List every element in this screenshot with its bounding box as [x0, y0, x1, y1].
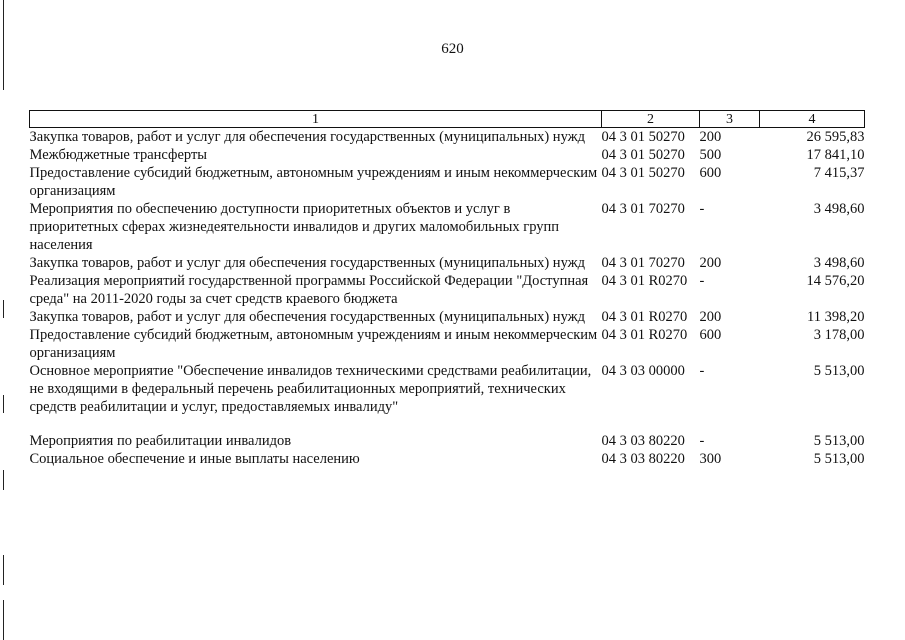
scan-margin-line — [3, 0, 4, 90]
table-row — [30, 128, 865, 147]
row-code: 04 3 01 70270 — [601, 201, 685, 217]
row-amount: 5 513,00 — [813, 451, 865, 467]
row-name: Предоставление субсидий бюджетным, автономным учреждениям и иным некоммерческим организациям — [29, 165, 598, 199]
table-row — [30, 254, 865, 272]
row-type: 200 — [699, 129, 722, 145]
row-name: Реализация мероприятий государственной программы Российской Федерации "Доступная среда" на 2011-2020 годы за счет средств краевого бюджета — [29, 273, 589, 307]
table-header-row — [30, 111, 865, 128]
spacer-row — [30, 416, 865, 432]
table-row — [30, 362, 865, 416]
row-name: Межбюджетные трансферты — [29, 147, 208, 163]
table-row — [30, 200, 865, 254]
row-name: Социальное обеспечение и иные выплаты населению — [29, 451, 360, 467]
row-name: Мероприятия по обеспечению доступности приоритетных объектов и услуг в приоритетных сферах жизнедеятельности инвалидов и других маломобильных групп населения — [29, 201, 560, 253]
row-code: 04 3 03 00000 — [601, 363, 685, 379]
scan-margin-line — [3, 555, 4, 585]
scan-margin-line — [3, 470, 4, 490]
row-name: Основное мероприятие "Обеспечение инвалидов техническими средствами реабилитации, не входящими в федеральный перечень реабилитационных мероприятий, технических средств реабилитации и услуг, предоставляемых инвалиду" — [29, 363, 592, 415]
row-type: 600 — [699, 165, 722, 181]
row-amount: 5 513,00 — [813, 363, 865, 379]
row-type: 500 — [699, 147, 722, 163]
row-amount: 7 415,37 — [813, 165, 865, 181]
row-type: 200 — [699, 255, 722, 271]
table-row — [30, 450, 865, 468]
row-amount: 17 841,10 — [806, 147, 865, 163]
column-header-amount: 4 — [760, 111, 865, 128]
row-amount: 3 498,60 — [813, 201, 865, 217]
row-type: - — [699, 363, 705, 379]
row-amount: 11 398,20 — [807, 309, 865, 325]
row-amount: 26 595,83 — [806, 129, 865, 145]
row-type: 200 — [699, 309, 722, 325]
table-row — [30, 164, 865, 200]
row-code: 04 3 01 R0270 — [601, 327, 688, 343]
table-row — [30, 146, 865, 164]
row-code: 04 3 03 80220 — [601, 433, 685, 449]
scan-margin-line — [3, 395, 4, 413]
row-code: 04 3 01 50270 — [601, 147, 685, 163]
column-header-name: 1 — [30, 111, 602, 128]
row-name: Предоставление субсидий бюджетным, автономным учреждениям и иным некоммерческим организациям — [29, 327, 598, 361]
table-row — [30, 432, 865, 450]
row-type: - — [699, 201, 705, 217]
row-name: Закупка товаров, работ и услуг для обеспечения государственных (муниципальных) нужд — [29, 129, 586, 145]
row-amount: 14 576,20 — [806, 273, 865, 289]
row-type: 600 — [699, 327, 722, 343]
row-code: 04 3 01 50270 — [601, 165, 685, 181]
row-type: - — [699, 273, 705, 289]
page-number: 620 — [441, 41, 464, 57]
column-header-type: 3 — [700, 111, 760, 128]
row-type: 300 — [699, 451, 722, 467]
row-code: 04 3 03 80220 — [601, 451, 685, 467]
row-code: 04 3 01 70270 — [601, 255, 685, 271]
row-name: Закупка товаров, работ и услуг для обеспечения государственных (муниципальных) нужд — [29, 309, 586, 325]
row-name: Закупка товаров, работ и услуг для обеспечения государственных (муниципальных) нужд — [29, 255, 586, 271]
column-header-code: 2 — [602, 111, 700, 128]
table-row — [30, 272, 865, 308]
scan-margin-line — [3, 300, 4, 318]
row-amount: 5 513,00 — [813, 433, 865, 449]
row-amount: 3 178,00 — [813, 327, 865, 343]
table-row — [30, 308, 865, 326]
row-code: 04 3 01 R0270 — [601, 309, 688, 325]
row-type: - — [699, 433, 705, 449]
scan-margin-line — [3, 600, 4, 640]
budget-table — [29, 110, 865, 468]
row-name: Мероприятия по реабилитации инвалидов — [29, 433, 292, 449]
table-row — [30, 326, 865, 362]
row-code: 04 3 01 50270 — [601, 129, 685, 145]
row-amount: 3 498,60 — [813, 255, 865, 271]
row-code: 04 3 01 R0270 — [601, 273, 688, 289]
